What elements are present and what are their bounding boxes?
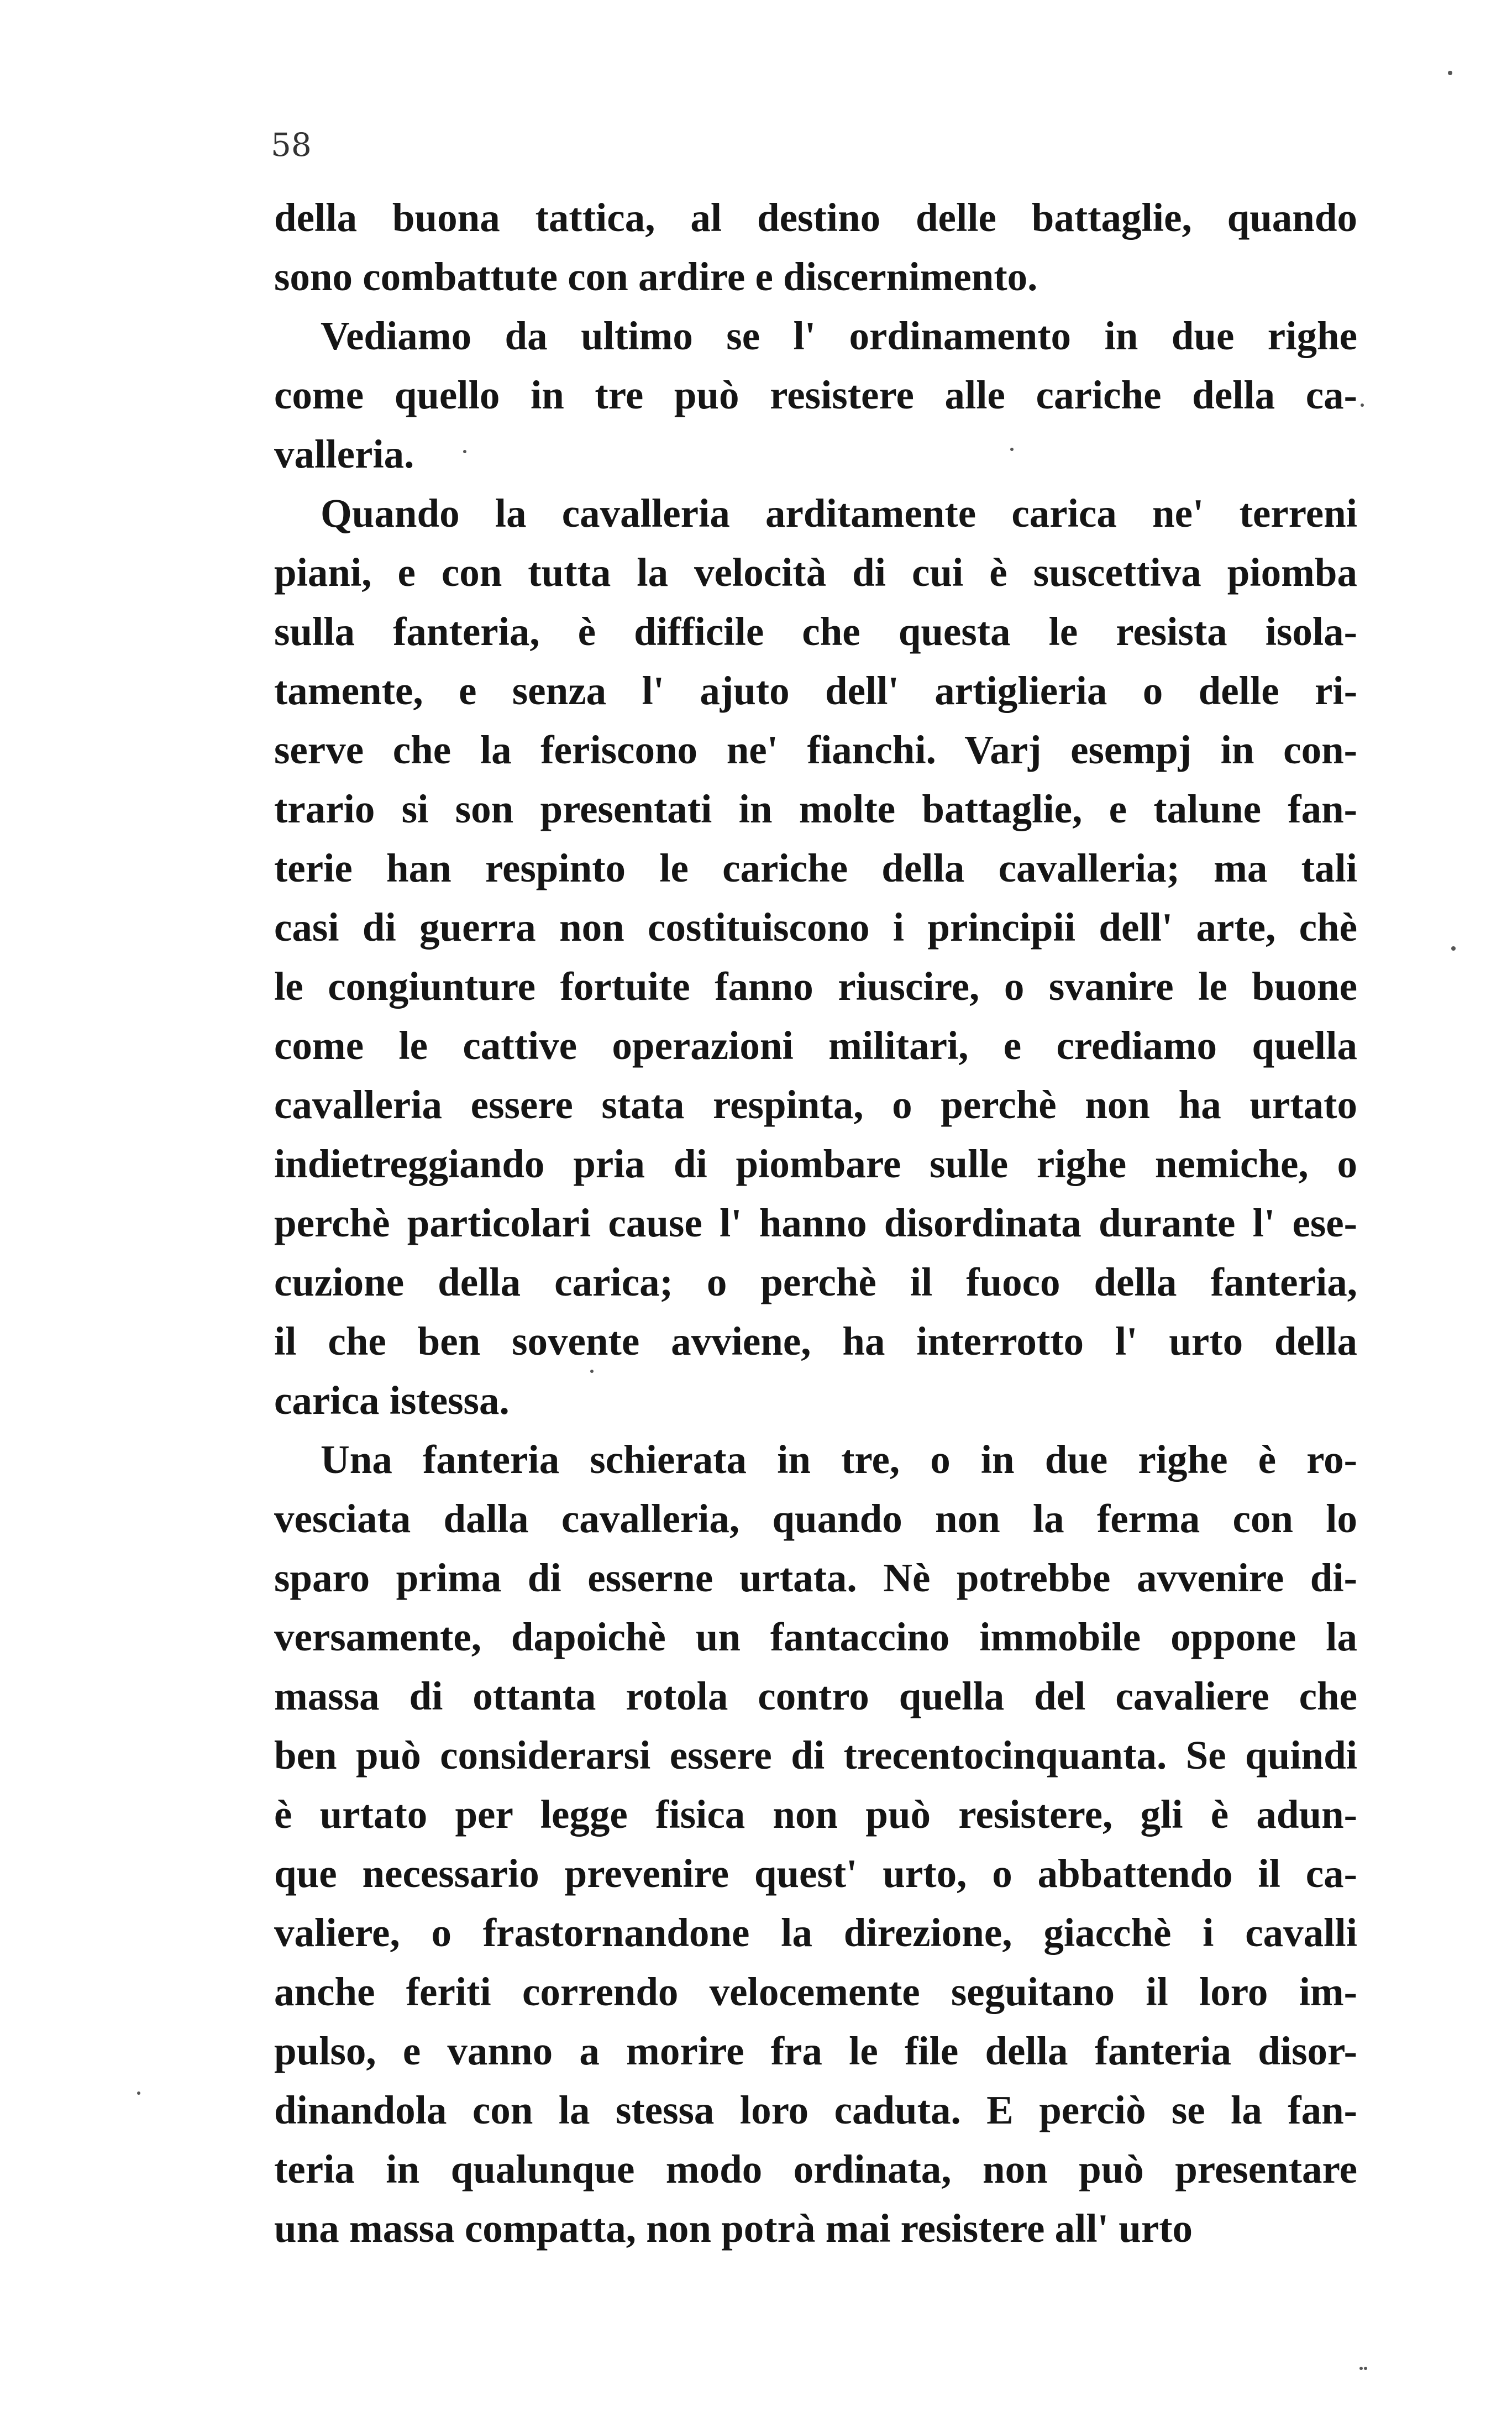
scan-speck — [1448, 71, 1452, 75]
text-line: trario si son presentati in molte battaglie, e talune fan- — [274, 787, 1357, 831]
text-line: il che ben sovente avviene, ha interrotto l' urto della — [274, 1319, 1357, 1364]
text-line: come quello in tre può resistere alle cariche della ca- — [274, 373, 1357, 417]
text-line: terie han respinto le cariche della cavalleria; ma tali — [274, 846, 1357, 890]
text-line: versamente, dapoichè un fantaccino immobile oppone la — [274, 1614, 1357, 1659]
scan-speck — [590, 1370, 594, 1373]
text-line: casi di guerra non costituiscono i principii dell' arte, chè — [274, 905, 1357, 950]
text-line: tamente, e senza l' ajuto dell' artiglieria o delle ri- — [274, 668, 1357, 713]
text-line: perchè particolari cause l' hanno disordinata durante l' ese- — [274, 1200, 1357, 1245]
body-text — [274, 188, 1357, 2258]
text-line: valiere, o frastornandone la direzione, giacchè i cavalli — [274, 1910, 1357, 1955]
scan-speck — [1451, 946, 1456, 951]
text-line: Una fanteria schierata in tre, o in due righe è ro- — [321, 1437, 1357, 1482]
text-line: le congiunture fortuite fanno riuscire, o svanire le buone — [274, 964, 1357, 1009]
text-line: sparo prima di esserne urtata. Nè potrebbe avvenire di- — [274, 1555, 1357, 1600]
text-line: serve che la feriscono ne' fianchi. Varj esempj in con- — [274, 727, 1357, 772]
text-line: cuzione della carica; o perchè il fuoco della fanteria, — [274, 1260, 1357, 1304]
page-number: 58 — [271, 126, 312, 164]
text-line: cavalleria essere stata respinta, o perchè non ha urtato — [274, 1082, 1357, 1127]
scan-speck — [1364, 2367, 1367, 2370]
text-line: Vediamo da ultimo se l' ordinamento in due righe — [321, 313, 1357, 358]
text-line: una massa compatta, non potrà mai resistere all' urto — [274, 2206, 1193, 2251]
scan-speck — [463, 450, 466, 453]
text-line: piani, e con tutta la velocità di cui è suscettiva piomba — [274, 550, 1357, 595]
text-line: vesciata dalla cavalleria, quando non la ferma con lo — [274, 1496, 1357, 1541]
text-line: indietreggiando pria di piombare sulle righe nemiche, o — [274, 1141, 1357, 1186]
text-line: Quando la cavalleria arditamente carica ne' terreni — [321, 491, 1357, 536]
text-line: valleria. — [274, 432, 414, 476]
text-line: dinandola con la stessa loro caduta. E perciò se la fan- — [274, 2088, 1357, 2132]
text-line: carica istessa. — [274, 1378, 510, 1423]
text-line: come le cattive operazioni militari, e crediamo quella — [274, 1023, 1357, 1068]
scan-speck — [1361, 403, 1364, 407]
scan-speck — [1010, 448, 1014, 451]
text-line: ben può considerarsi essere di trecentocinquanta. Se quindi — [274, 1733, 1357, 1778]
scan-speck — [1359, 2367, 1363, 2370]
text-line: sulla fanteria, è difficile che questa le resista isola- — [274, 609, 1357, 654]
text-line: pulso, e vanno a morire fra le file della fanteria disor- — [274, 2028, 1357, 2073]
text-line: sono combattute con ardire e discernimento. — [274, 254, 1038, 299]
text-line: que necessario prevenire quest' urto, o abbattendo il ca- — [274, 1851, 1357, 1896]
scan-speck — [137, 2091, 140, 2095]
text-line: anche feriti correndo velocemente seguitano il loro im- — [274, 1969, 1357, 2014]
text-line: teria in qualunque modo ordinata, non può presentare — [274, 2147, 1357, 2192]
text-line: massa di ottanta rotola contro quella del cavaliere che — [274, 1674, 1357, 1718]
text-line: è urtato per legge fisica non può resistere, gli è adun- — [274, 1792, 1357, 1837]
text-line: della buona tattica, al destino delle battaglie, quando — [274, 195, 1357, 240]
